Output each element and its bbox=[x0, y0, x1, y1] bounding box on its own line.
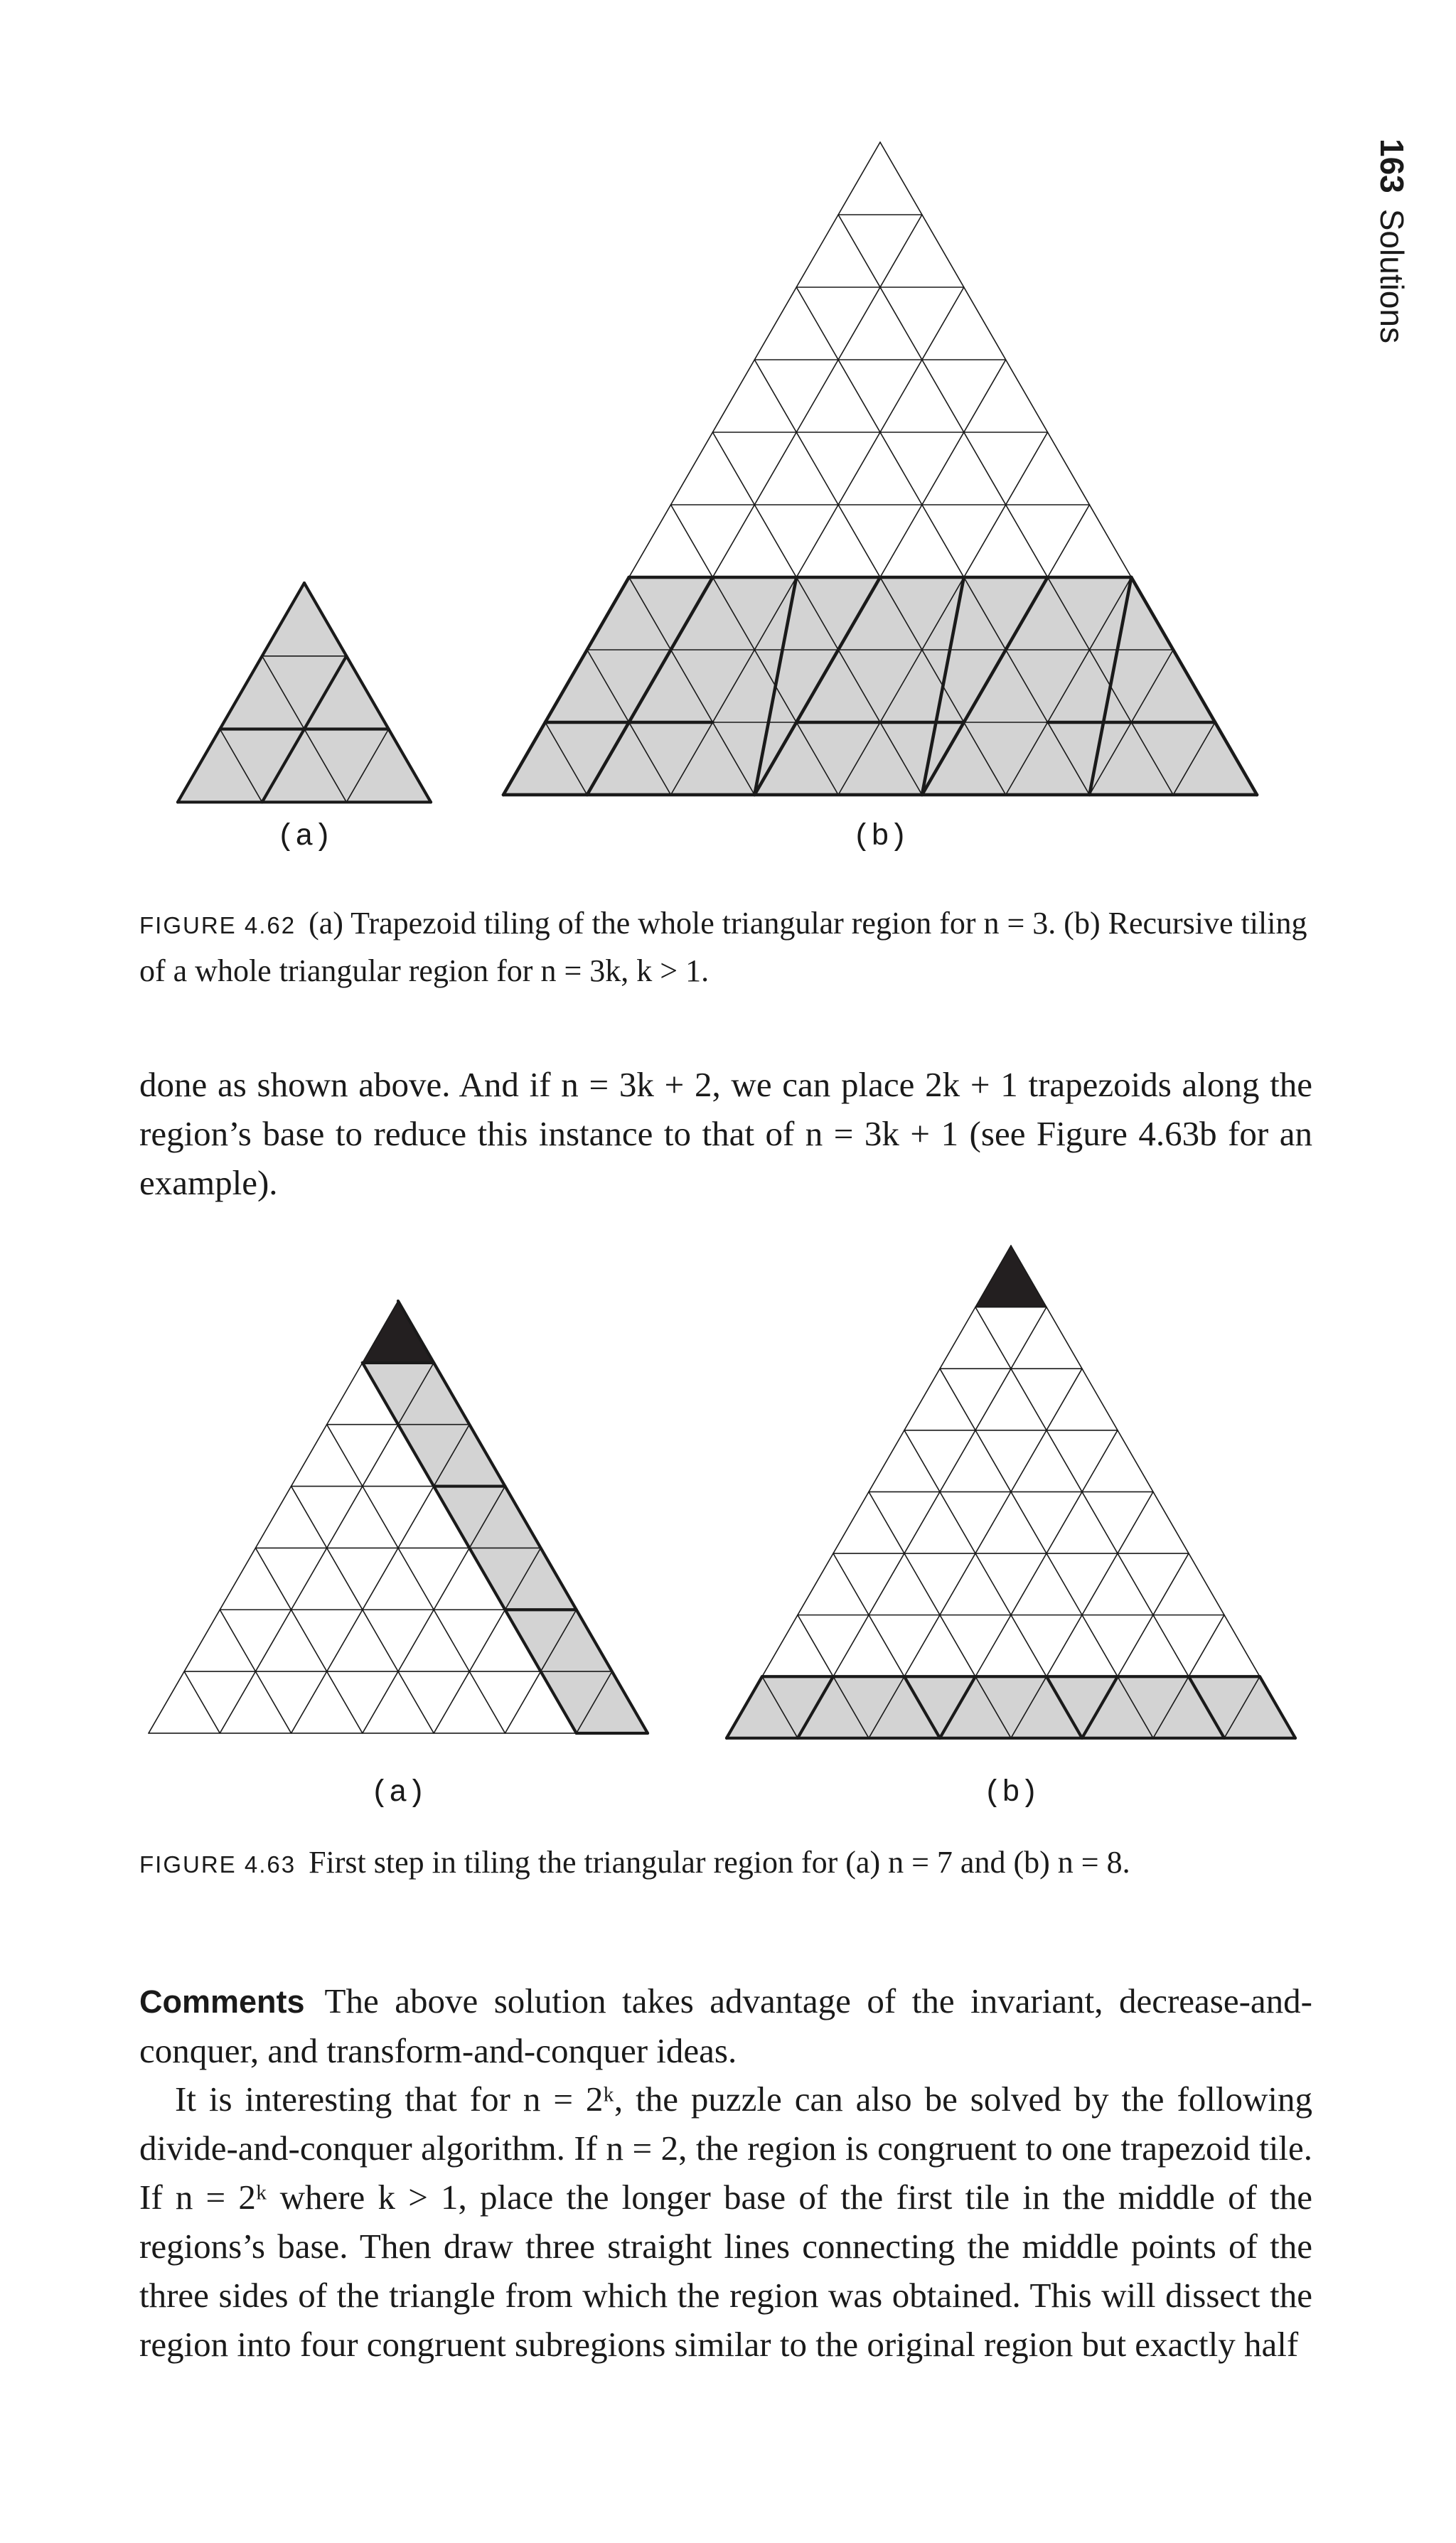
grid-left-edge bbox=[149, 1301, 398, 1733]
grid-diagonal-line bbox=[798, 1307, 1046, 1738]
figure-4-63b-label: (b) bbox=[983, 1775, 1039, 1810]
paragraph-1: done as shown above. And if n = 3k + 2, we can place 2k + 1 trapezoids along the region’s base to reduce this instance to that of n = 3k + 1 (see Figure 4.63b for an example). bbox=[139, 1065, 1312, 1202]
page-number: 163 bbox=[1374, 139, 1410, 193]
figure-4-62a-label: (a) bbox=[277, 819, 332, 854]
figure-4-62-caption-label: FIGURE 4.62 bbox=[139, 912, 296, 938]
comments-text: The above solution takes advantage of the invariant, decrease-and-conquer, and transform-and-conquer ideas. bbox=[139, 1981, 1312, 2070]
tile-boundary bbox=[398, 1301, 648, 1733]
shaded-region bbox=[727, 1676, 1295, 1738]
figure-4-62b-triangle-n9 bbox=[503, 142, 1257, 795]
figure-4-63-caption bbox=[139, 1840, 1312, 1888]
removed-cell bbox=[363, 1301, 434, 1363]
figure-4-63 bbox=[0, 1223, 1456, 1810]
figure-4-63a-triangle-n7 bbox=[149, 1301, 648, 1733]
figure-4-62-caption bbox=[139, 901, 1312, 994]
figure-4-62-caption-text: (a) Trapezoid tiling of the whole triangular region for n = 3. (b) Recursive tiling of a whole triangular region for n = 3k, k > 1. bbox=[139, 906, 1307, 988]
figure-4-62a-triangle-n3 bbox=[178, 583, 431, 802]
figure-4-63a-label: (a) bbox=[370, 1775, 426, 1810]
shaded-region bbox=[178, 583, 431, 802]
paragraph-2: It is interesting that for n = 2ᵏ, the puzzle can also be solved by the following divide-and-conquer algorithm. If n = 2, the region is congruent to one trapezoid tile. If n = 2ᵏ where k > 1, place the longer base of the first tile in the middle of the regions’s base. Then draw three straight lines connecting the middle points of the three sides of the triangle from which the region was obtained. This will dissect the region into four congruent subregions similar to the original region but exactly half bbox=[139, 2079, 1312, 2364]
grid-diagonal-line bbox=[291, 1425, 470, 1733]
comments-paragraph bbox=[139, 1976, 1312, 2075]
figure-4-63-caption-text: First step in tiling the triangular region for (a) n = 7 and (b) n = 8. bbox=[309, 1845, 1130, 1880]
section-title: Solutions bbox=[1374, 208, 1410, 343]
grid-diagonal-line bbox=[975, 1307, 1224, 1738]
figure-4-62b-label: (b) bbox=[852, 819, 908, 854]
figure-4-62 bbox=[0, 0, 1456, 874]
grid-diagonal-line bbox=[255, 1548, 362, 1733]
figure-4-63-caption-label: FIGURE 4.63 bbox=[139, 1851, 296, 1878]
figure-4-63b-triangle-n8 bbox=[727, 1246, 1295, 1738]
comments-label: Comments bbox=[139, 1983, 305, 2020]
shaded-region bbox=[503, 577, 1257, 795]
grid-diagonal-line bbox=[184, 1671, 220, 1733]
removed-cell bbox=[975, 1246, 1046, 1307]
